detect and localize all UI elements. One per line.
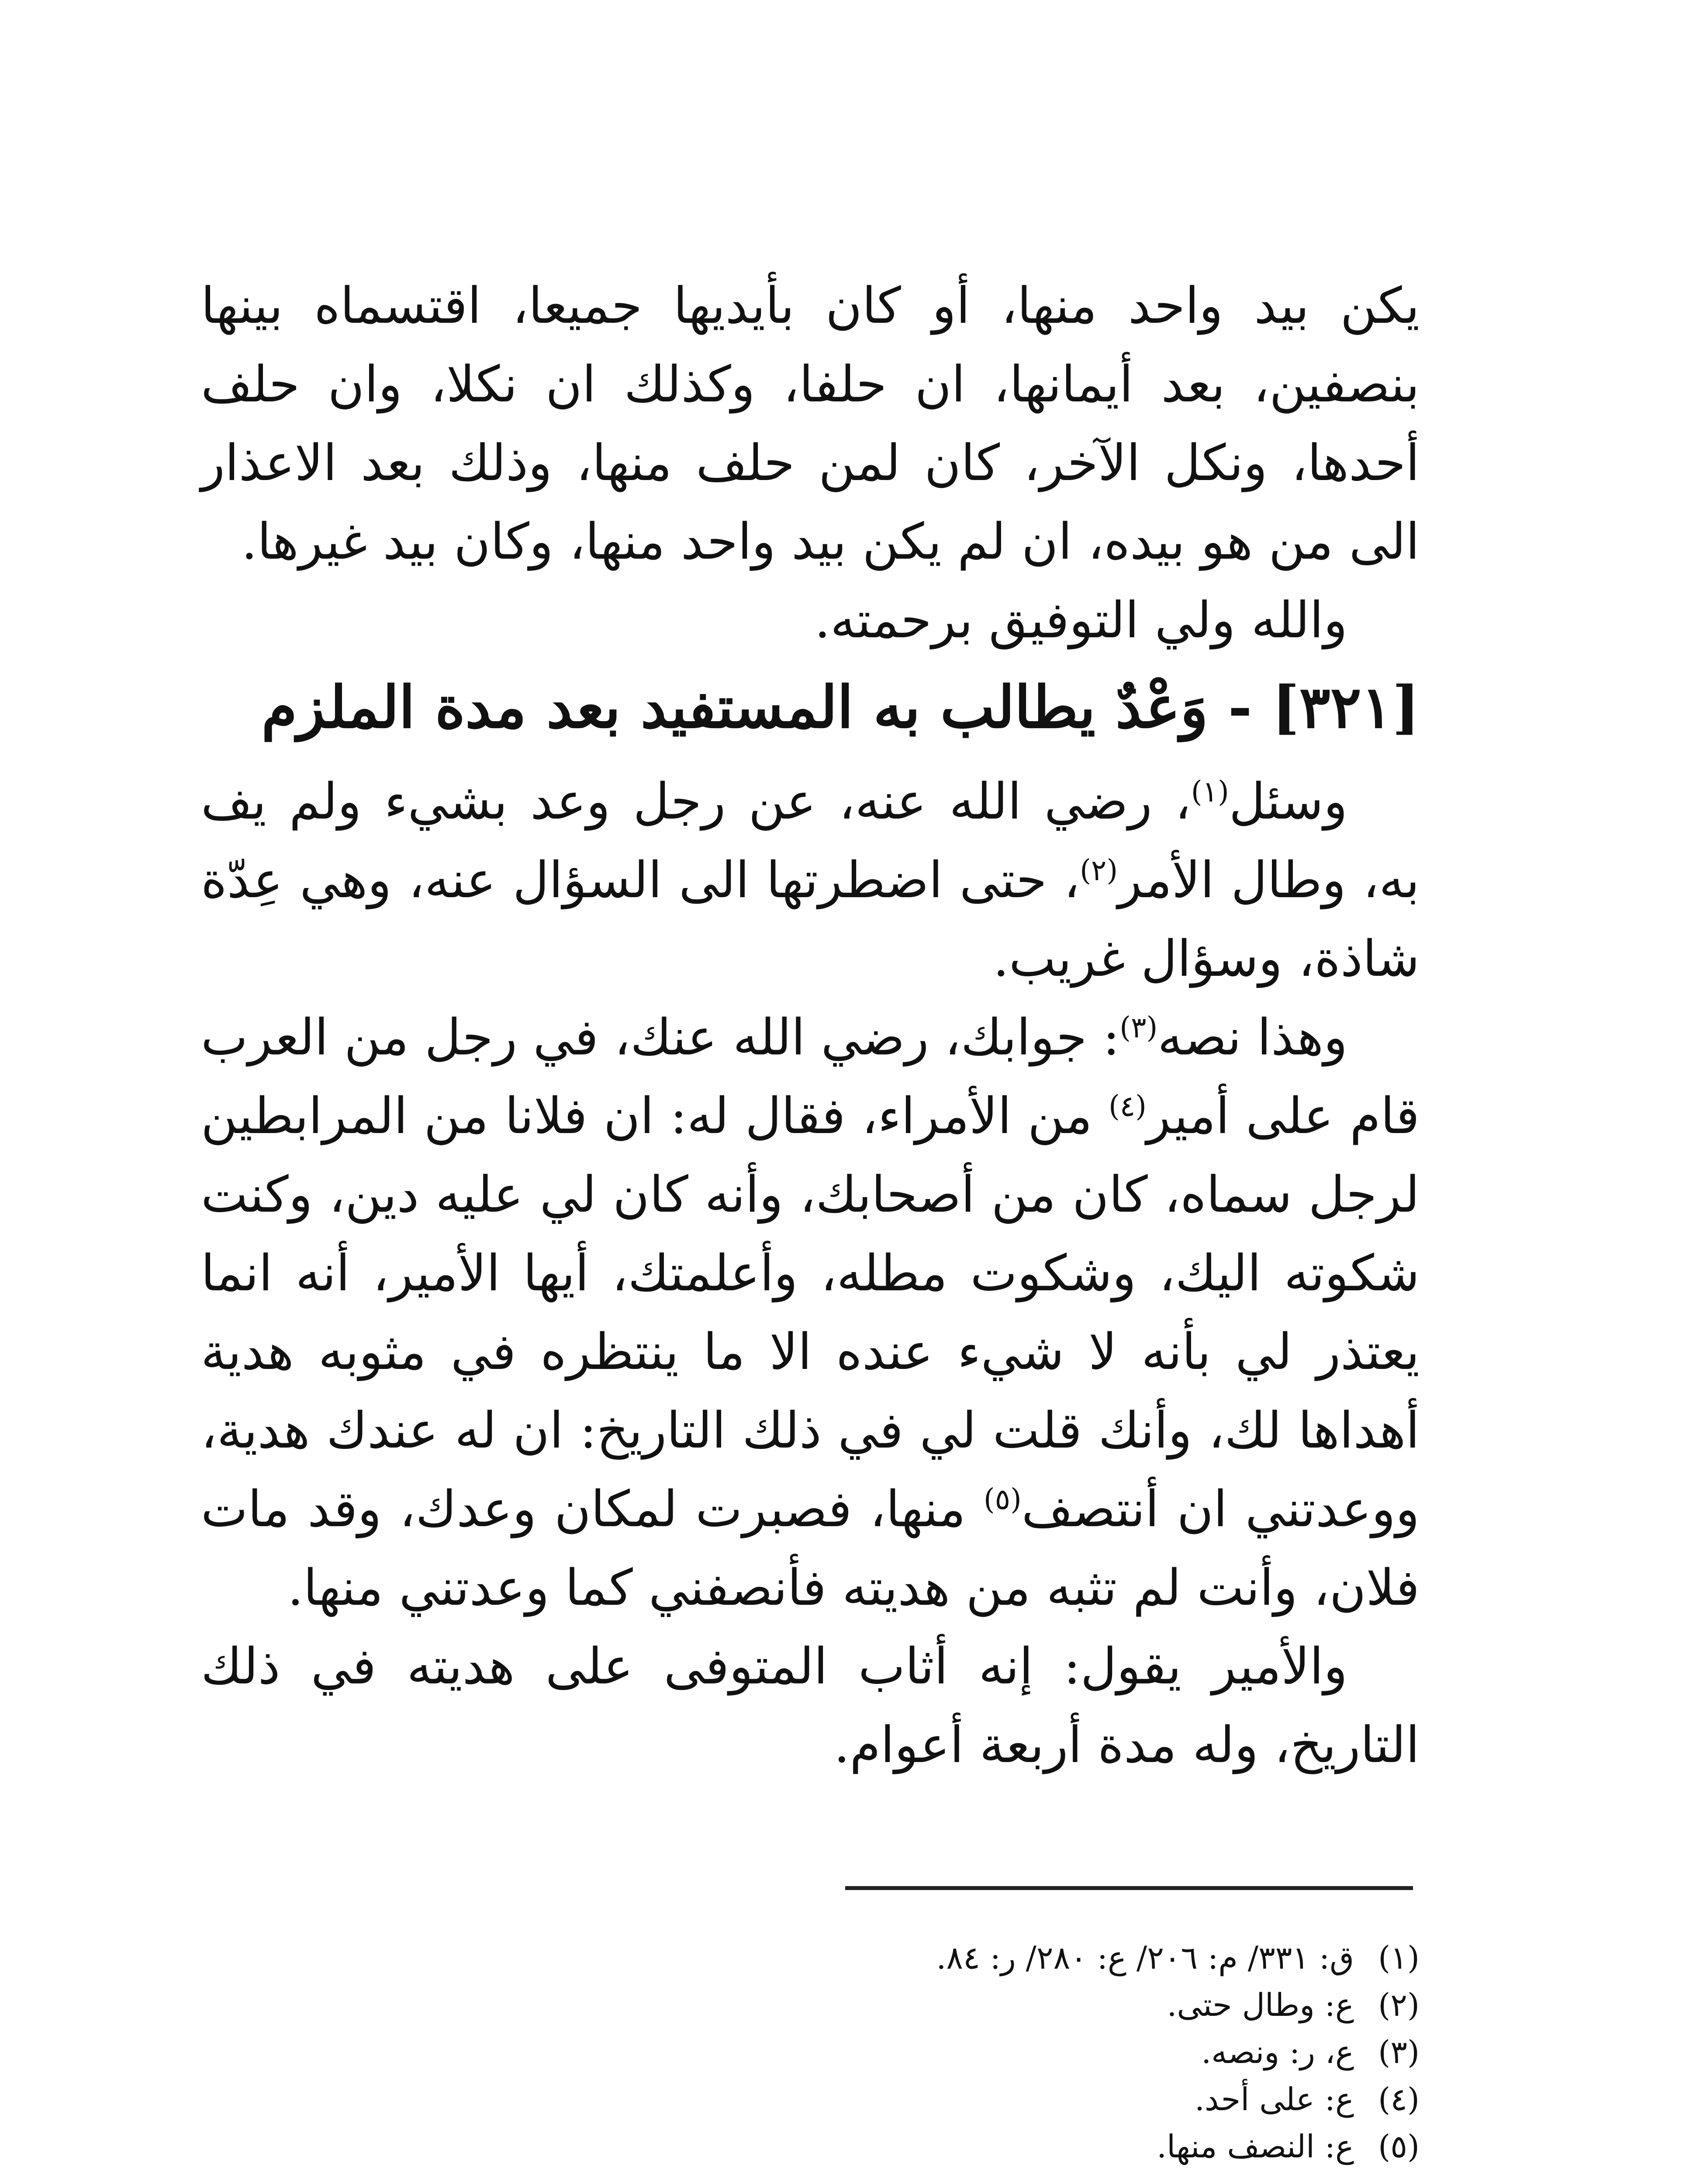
footnote-ref-2: (٢) — [1080, 854, 1118, 887]
footnotes — [808, 1934, 1420, 2170]
footnote-ref-4: (٤) — [1108, 1089, 1147, 1123]
question-paragraph — [201, 762, 1420, 998]
footnote-text: ع: وطال حتى. — [1167, 1987, 1354, 2023]
text-c: من الأمراء، فقال له: ان فلانا من المرابطين لرجل سماه، كان من أصحابك، وأنه كان لي عليه دين، وكنت شكوته اليك، وشكوت مطله، وأعلمتك، أيها الأمير، أنه انما يعتذر لي بأنه لا شيء عنده الا ما ينتظره في مثوبه هدية أهداها لك، وأنك قلت لي في ذلك التاريخ: ان له عندك هدية، ووعدتني ان أنتصف — [201, 1087, 1420, 1538]
text-a: وهذا نصه — [1157, 1008, 1347, 1066]
emir-paragraph: والأمير يقول: إنه أثاب المتوفى على هديته في ذلك التاريخ، وله مدة أربعة أعوام. — [201, 1637, 1420, 1774]
footnote-number: (٣) — [1378, 2034, 1420, 2070]
footnote-text: ق: ٣٣١/ م: ٢٠٦/ ع: ٢٨٠/ ر: ٨٤. — [936, 1939, 1354, 1976]
footnote-separator — [845, 1886, 1413, 1890]
footnote-number: (٤) — [1378, 2081, 1420, 2118]
question-text-c: ، حتى اضطرتها الى السؤال عنه، وهي عِدّة شاذة، وسؤال غريب. — [201, 851, 1420, 988]
footnote-ref-3: (٣) — [1119, 1011, 1158, 1044]
footnote-2 — [808, 1981, 1420, 2028]
footnote-ref-1: (١) — [1191, 775, 1229, 809]
section-heading: [٣٢١] - وَعْدٌ يطالب به المستفيد بعد مدة الملزم — [261, 674, 1420, 741]
footnote-text: ع: النصف منها. — [1157, 2128, 1354, 2165]
text-paragraph — [201, 998, 1420, 1627]
question-text-a: وسئل — [1229, 772, 1347, 830]
footnote-number: (٢) — [1378, 1987, 1420, 2023]
top-text-block — [201, 266, 1420, 660]
text-d: منها، فصبرت لمكان وعدك، وقد مات فلان، وأنت لم تثبه من هديته فأنصفني كما وعدتني منها. — [201, 1480, 1420, 1617]
footnote-number: (١) — [1378, 1939, 1420, 1976]
footnote-1 — [808, 1934, 1420, 1981]
closing-invocation: والله ولي التوفيق برحمته. — [814, 591, 1347, 649]
continuation-paragraph: يكن بيد واحد منها، أو كان بأيديها جميعا، اقتسماه بينها بنصفين، بعد أيمانها، ان حلفا، وكذلك ان نكلا، وان حلف أحدها، ونكل الآخر، كان لمن حلف منها، وذلك بعد الاعذار الى من هو بيده، ان لم يكن بيد واحد منها، وكان بيد غيرها. — [201, 276, 1420, 570]
main-text-block — [201, 762, 1420, 1784]
footnote-4 — [808, 2076, 1420, 2123]
footnote-text: ع: على أحد. — [1195, 2081, 1354, 2118]
footnote-number: (٥) — [1378, 2128, 1420, 2165]
text-b: : جوابك، رضي الله عنك، في رجل من العرب قام على أمير — [201, 1008, 1420, 1145]
footnote-5 — [808, 2123, 1420, 2170]
footnote-text: ع، ر: ونصه. — [1201, 2034, 1354, 2070]
question-text-b: ، رضي الله عنه، عن رجل وعد بشيء ولم يف به، وطال الأمر — [201, 772, 1420, 909]
footnote-ref-5: (٥) — [983, 1482, 1022, 1516]
footnote-3 — [808, 2028, 1420, 2076]
